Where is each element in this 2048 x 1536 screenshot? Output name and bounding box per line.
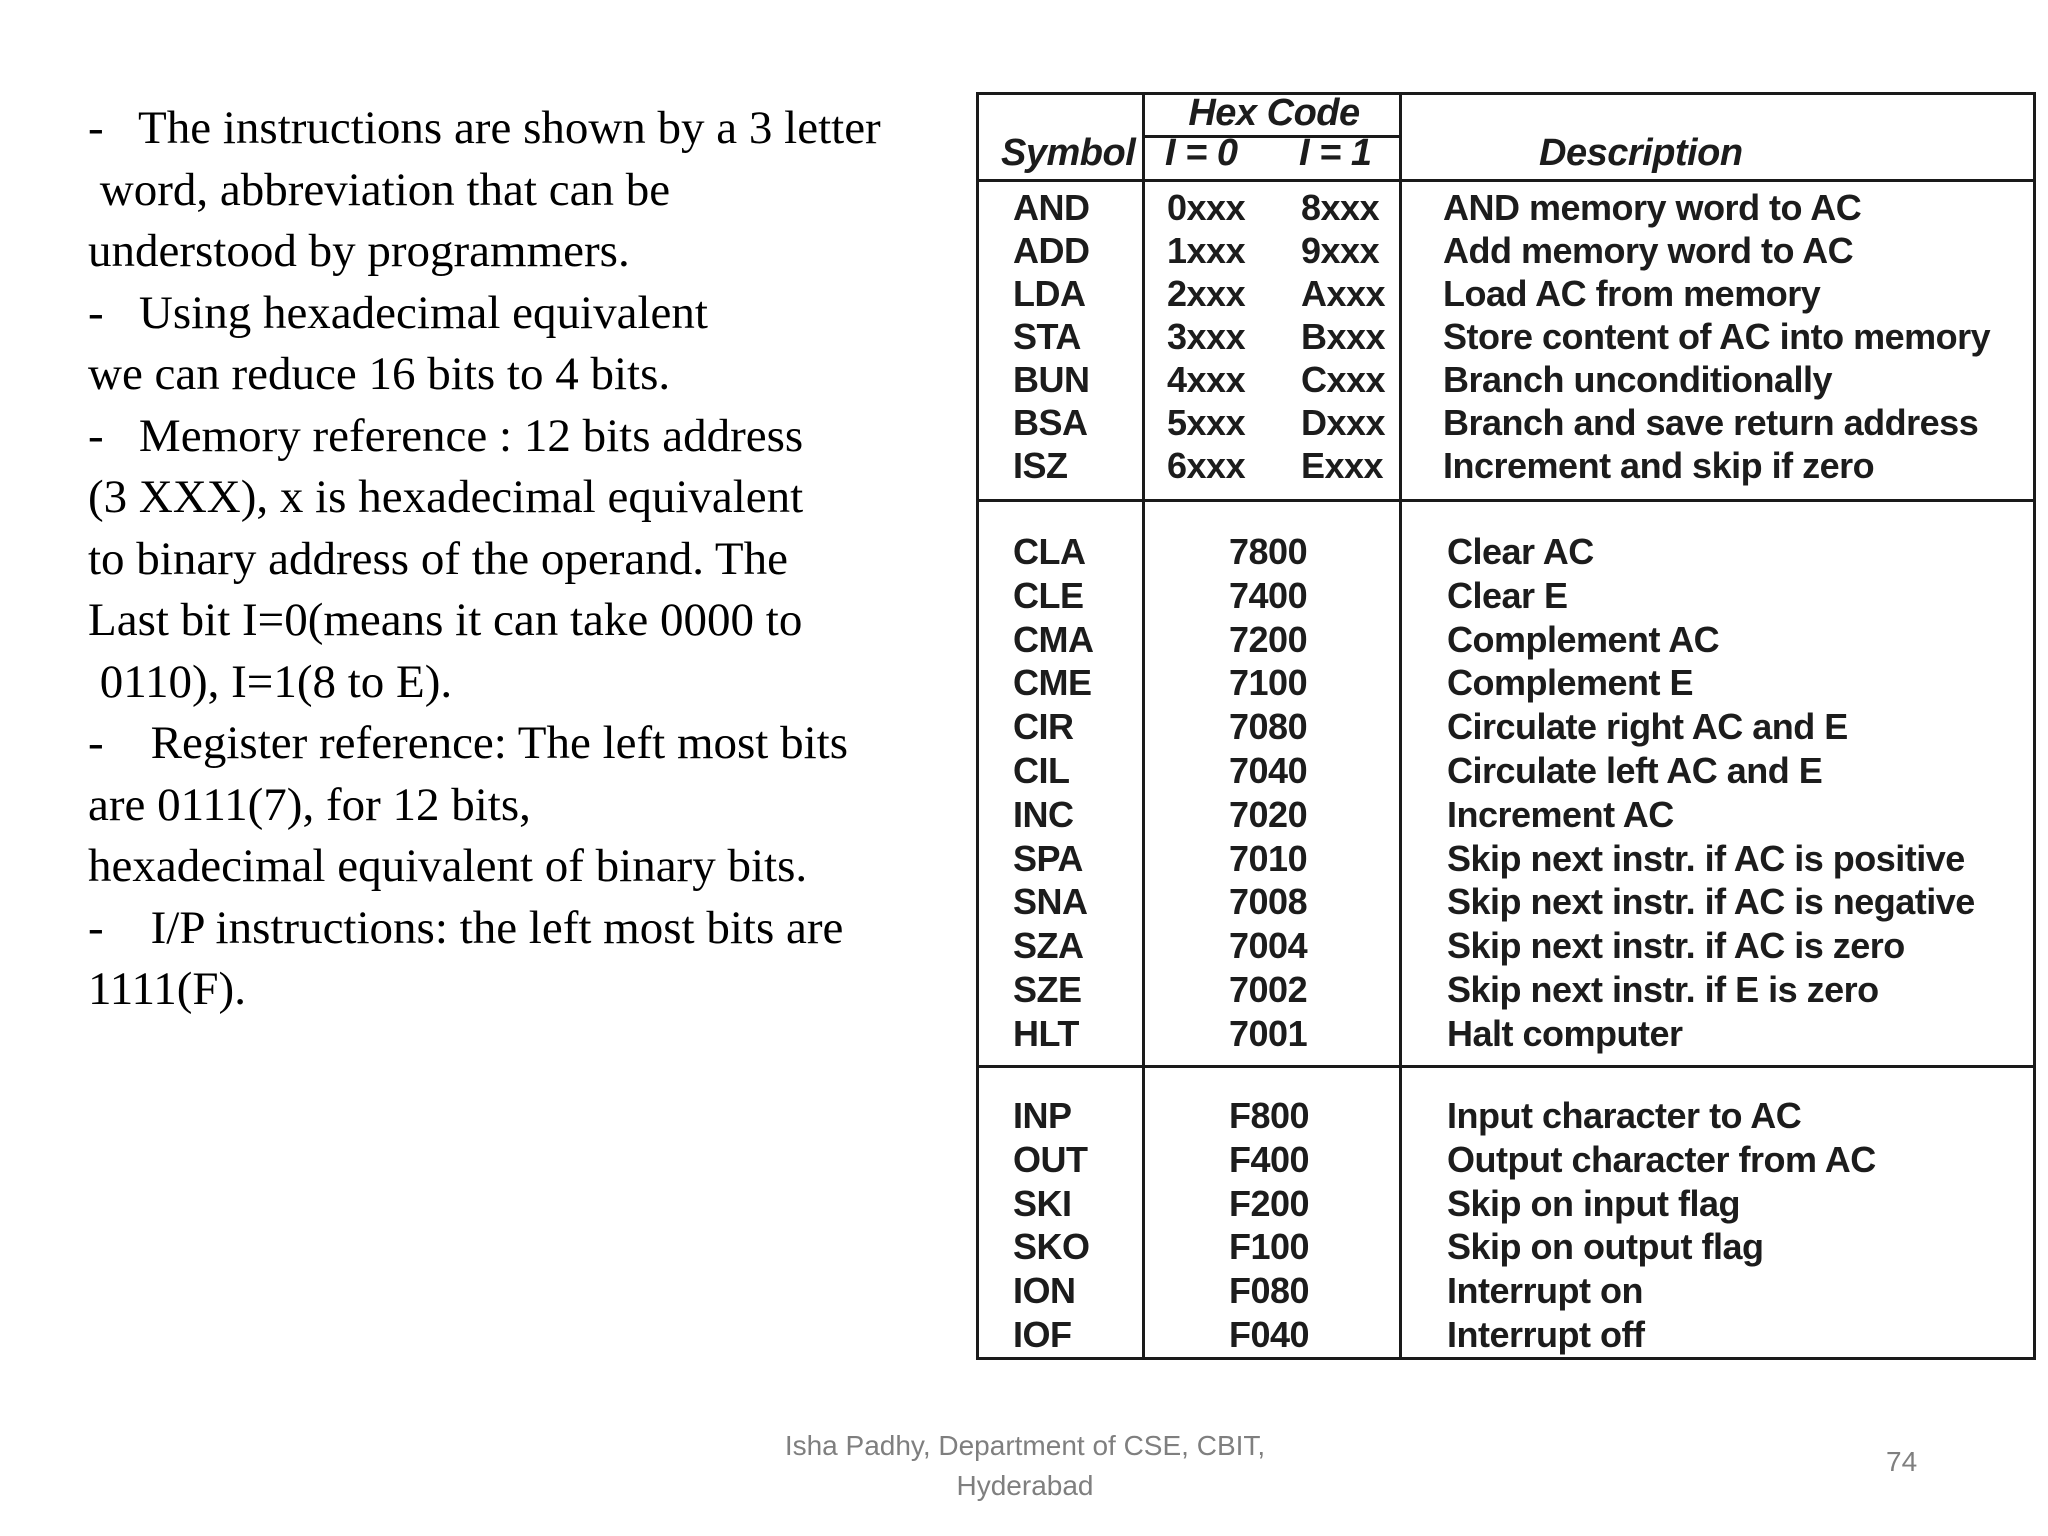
row-code-i0: 2xxx — [1167, 273, 1246, 314]
body-line: 0110), I=1(8 to E). — [88, 655, 453, 708]
body-line: hexadecimal equivalent of binary bits. — [88, 840, 808, 892]
row-code: 7040 — [1229, 750, 1308, 791]
row-description: Clear AC — [1447, 531, 1594, 572]
row-symbol: BSA — [1013, 402, 1088, 443]
row-description: Skip on input flag — [1447, 1182, 1740, 1224]
table-rule-group2 — [979, 1065, 2033, 1068]
table-rule-code — [1399, 95, 1402, 1357]
row-code: F800 — [1229, 1095, 1310, 1136]
row-description: Clear E — [1447, 574, 1568, 616]
row-symbol: CIL — [1013, 750, 1070, 791]
row-symbol: LDA — [1013, 273, 1086, 314]
row-code: 7800 — [1229, 531, 1308, 572]
row-description: Circulate left AC and E — [1447, 750, 1823, 791]
body-line: are 0111(7), for 12 bits, — [88, 778, 531, 831]
row-description: Output character from AC — [1447, 1138, 1876, 1180]
row-code: 7080 — [1229, 706, 1308, 748]
table-rule-group1 — [979, 499, 2033, 502]
slide-body-text — [88, 98, 968, 1021]
row-code: F400 — [1229, 1138, 1310, 1180]
table-rule-header — [979, 179, 2033, 182]
row-description: Store content of AC into memory — [1443, 316, 1991, 357]
row-code-i1: 9xxx — [1301, 230, 1380, 271]
row-description: Branch unconditionally — [1443, 359, 1833, 400]
row-symbol: SKO — [1013, 1226, 1090, 1268]
row-code: F040 — [1229, 1314, 1310, 1355]
row-description: Interrupt on — [1447, 1270, 1643, 1312]
row-code-i0: 6xxx — [1167, 445, 1246, 486]
footer-author-line2: Hyderabad — [956, 1470, 1094, 1501]
row-description: Input character to AC — [1447, 1095, 1802, 1136]
body-line: understood by programmers. — [88, 225, 630, 277]
row-description: Skip next instr. if AC is positive — [1447, 837, 1965, 879]
row-description: Load AC from memory — [1443, 273, 1821, 314]
body-line: to binary address of the operand. The — [88, 532, 788, 585]
row-code: F080 — [1229, 1270, 1310, 1312]
row-code: 7001 — [1229, 1012, 1308, 1054]
row-code: F200 — [1229, 1182, 1310, 1224]
row-symbol: SZA — [1013, 925, 1084, 967]
row-code: 7100 — [1229, 662, 1308, 704]
row-description: Complement AC — [1447, 618, 1720, 660]
row-symbol: ISZ — [1013, 445, 1068, 486]
row-code-i1: Bxxx — [1301, 316, 1386, 357]
body-line: we can reduce 16 bits to 4 bits. — [88, 348, 671, 400]
row-symbol: CIR — [1013, 706, 1074, 748]
row-code-i0: 0xxx — [1167, 187, 1246, 228]
footer-author — [700, 1426, 1350, 1506]
body-line: - Register reference: The left most bits — [88, 717, 849, 769]
row-code: 7008 — [1229, 881, 1308, 923]
body-line: - I/P instructions: the left most bits are — [88, 901, 844, 954]
row-symbol: CMA — [1013, 618, 1094, 660]
row-code-i1: Dxxx — [1301, 402, 1386, 443]
row-symbol: HLT — [1013, 1012, 1079, 1054]
row-symbol: SNA — [1013, 881, 1088, 923]
row-description: Increment AC — [1447, 793, 1674, 835]
row-symbol: STA — [1013, 316, 1081, 357]
row-description: Halt computer — [1447, 1012, 1683, 1054]
footer-author-line1: Isha Padhy, Department of CSE, CBIT, — [784, 1430, 1266, 1461]
header-i1: I = 1 — [1299, 132, 1372, 174]
row-code: 7200 — [1229, 618, 1308, 660]
row-symbol: INP — [1013, 1095, 1072, 1136]
row-symbol: OUT — [1013, 1138, 1088, 1180]
row-code-i1: Exxx — [1301, 445, 1384, 486]
row-code: F100 — [1229, 1226, 1310, 1268]
body-line: Last bit I=0(means it can take 0000 to — [88, 594, 803, 646]
row-symbol: ADD — [1013, 230, 1090, 271]
row-code: 7020 — [1229, 793, 1308, 835]
row-code-i0: 4xxx — [1167, 359, 1246, 400]
table-rule-symbol — [1142, 95, 1145, 1357]
row-code: 7004 — [1229, 925, 1308, 967]
row-code: 7010 — [1229, 837, 1308, 879]
body-line: (3 XXX), x is hexadecimal equivalent — [88, 471, 804, 523]
row-code-i0: 5xxx — [1167, 402, 1246, 443]
row-description: Increment and skip if zero — [1443, 445, 1875, 486]
row-description: Skip next instr. if E is zero — [1447, 969, 1879, 1010]
row-description: Interrupt off — [1447, 1314, 1645, 1355]
page-number: 74 — [1886, 1446, 1918, 1477]
row-code-i1: Axxx — [1301, 273, 1386, 314]
row-symbol: INC — [1013, 793, 1074, 835]
row-symbol: CLE — [1013, 574, 1084, 616]
header-symbol: Symbol — [1001, 132, 1136, 174]
row-description: Circulate right AC and E — [1447, 706, 1848, 748]
row-code: 7002 — [1229, 969, 1308, 1010]
row-symbol: SKI — [1013, 1182, 1072, 1224]
body-line: 1111(F). — [88, 963, 246, 1015]
body-line: - The instructions are shown by a 3 letter — [88, 102, 881, 154]
body-line: - Using hexadecimal equivalent — [88, 286, 708, 339]
row-description: Skip on output flag — [1447, 1226, 1764, 1268]
row-symbol: SPA — [1013, 837, 1083, 879]
row-code-i1: 8xxx — [1301, 187, 1380, 228]
row-description: AND memory word to AC — [1443, 187, 1862, 228]
row-symbol: CME — [1013, 662, 1092, 704]
row-symbol: BUN — [1013, 359, 1090, 400]
row-description: Skip next instr. if AC is negative — [1447, 881, 1975, 923]
body-line: word, abbreviation that can be — [88, 163, 671, 216]
row-code-i0: 1xxx — [1167, 230, 1246, 271]
row-symbol: SZE — [1013, 969, 1082, 1010]
header-hex-code: Hex Code — [1188, 92, 1360, 134]
header-i0: I = 0 — [1165, 132, 1238, 174]
row-description: Complement E — [1447, 662, 1694, 704]
header-description: Description — [1539, 132, 1743, 174]
row-description: Branch and save return address — [1443, 402, 1979, 443]
body-line: - Memory reference : 12 bits address — [88, 409, 804, 462]
row-description: Skip next instr. if AC is zero — [1447, 925, 1905, 967]
row-symbol: CLA — [1013, 531, 1086, 572]
row-code-i1: Cxxx — [1301, 359, 1386, 400]
row-code: 7400 — [1229, 574, 1308, 616]
row-symbol: IOF — [1013, 1314, 1072, 1355]
row-symbol: AND — [1013, 187, 1090, 228]
row-code-i0: 3xxx — [1167, 316, 1246, 357]
row-description: Add memory word to AC — [1443, 230, 1854, 271]
row-symbol: ION — [1013, 1270, 1076, 1312]
instruction-table — [976, 92, 2036, 1360]
